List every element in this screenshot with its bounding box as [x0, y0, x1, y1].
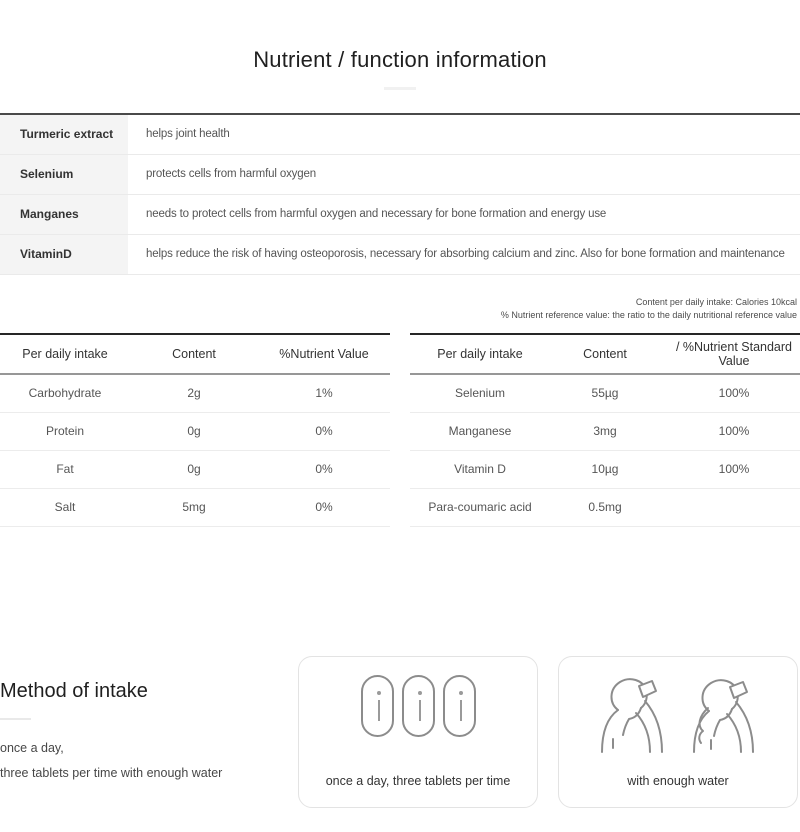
table-header-row — [0, 334, 390, 374]
content-cell: 55µg — [550, 374, 660, 412]
note-line: % Nutrient reference value: the ratio to the daily nutritional reference value — [500, 310, 797, 320]
intake-instruction-line: once a day, — [0, 741, 64, 755]
table-row — [0, 374, 390, 412]
nutrition-table-left — [0, 333, 390, 527]
card-caption: with enough water — [627, 774, 729, 788]
table-row — [410, 450, 800, 488]
capsule-icon — [402, 675, 435, 737]
table-row — [410, 488, 800, 526]
nutrition-table-right — [410, 333, 800, 527]
content-cell: 0.5mg — [550, 488, 660, 526]
nutrient-cell: Selenium — [410, 374, 550, 412]
value-cell: 100% — [660, 374, 800, 412]
page-title: Nutrient / function information — [253, 47, 547, 72]
content-cell: 0g — [130, 412, 258, 450]
title-divider — [384, 87, 416, 90]
value-cell: 1% — [258, 374, 390, 412]
value-cell: 0% — [258, 488, 390, 526]
nutrient-name: Turmeric extract — [0, 114, 128, 154]
table-row — [0, 154, 800, 194]
nutrient-function-table — [0, 113, 800, 275]
nutrient-cell: Manganese — [410, 412, 550, 450]
table-row — [0, 194, 800, 234]
value-cell: 0% — [258, 412, 390, 450]
content-cell: 3mg — [550, 412, 660, 450]
capsule-icon — [361, 675, 394, 737]
column-header: Content — [550, 334, 660, 374]
section-title-method-of-intake: Method of intake — [0, 680, 148, 702]
nutrient-description: helps joint health — [128, 114, 800, 154]
nutrient-description: needs to protect cells from harmful oxygen and necessary for bone formation and energy use — [128, 194, 800, 234]
table-row — [0, 114, 800, 154]
value-cell: 0% — [258, 450, 390, 488]
nutrient-cell: Para-coumaric acid — [410, 488, 550, 526]
nutrient-cell: Carbohydrate — [0, 374, 130, 412]
intake-card-water — [558, 656, 798, 808]
column-header: Content — [130, 334, 258, 374]
table-row — [0, 234, 800, 274]
content-cell: 5mg — [130, 488, 258, 526]
value-cell: 100% — [660, 412, 800, 450]
nutrient-cell: Fat — [0, 450, 130, 488]
column-header: Per daily intake — [410, 334, 550, 374]
content-cell: 10µg — [550, 450, 660, 488]
people-drinking-water-icon — [559, 673, 797, 753]
table-row — [0, 412, 390, 450]
nutrient-description: protects cells from harmful oxygen — [128, 154, 800, 194]
column-header: %Nutrient Value — [258, 334, 390, 374]
capsule-icon — [443, 675, 476, 737]
nutrient-name: Manganes — [0, 194, 128, 234]
nutrient-name: Selenium — [0, 154, 128, 194]
intake-card-tablets — [298, 656, 538, 808]
reference-notes — [501, 296, 797, 322]
table-row — [410, 412, 800, 450]
nutrient-cell: Vitamin D — [410, 450, 550, 488]
table-row — [0, 450, 390, 488]
table-header-row — [410, 334, 800, 374]
table-row — [0, 488, 390, 526]
content-cell: 2g — [130, 374, 258, 412]
nutrient-name: VitaminD — [0, 234, 128, 274]
value-cell: 100% — [660, 450, 800, 488]
section-divider — [0, 718, 31, 720]
content-cell: 0g — [130, 450, 258, 488]
nutrient-description: helps reduce the risk of having osteoporosis, necessary for absorbing calcium and zinc. Also for bone formation and maintenance — [128, 234, 800, 274]
nutrient-cell: Salt — [0, 488, 130, 526]
drinking-woman-icon — [685, 673, 761, 753]
table-row — [410, 374, 800, 412]
column-header: Per daily intake — [0, 334, 130, 374]
intake-instruction-line: three tablets per time with enough water — [0, 766, 223, 780]
nutrient-cell: Protein — [0, 412, 130, 450]
card-caption: once a day, three tablets per time — [325, 774, 511, 788]
value-cell — [660, 488, 800, 526]
three-capsules-icon — [299, 675, 537, 737]
note-line: Content per daily intake: Calories 10kcal — [635, 297, 797, 307]
column-header: / %Nutrient Standard Value — [660, 334, 800, 374]
drinking-man-icon — [595, 673, 671, 753]
